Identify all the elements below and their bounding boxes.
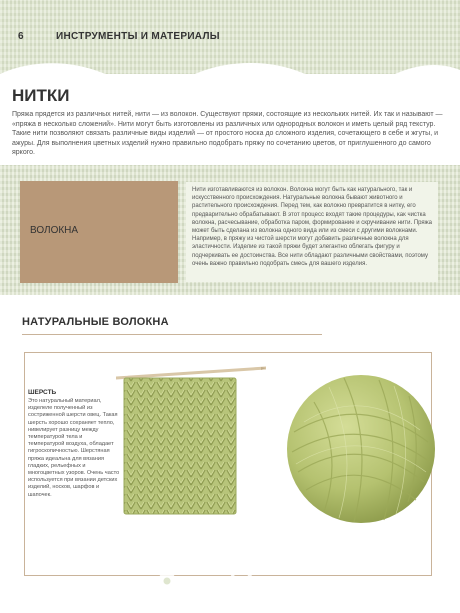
- chapter-title: ИНСТРУМЕНТЫ И МАТЕРИАЛЫ: [56, 31, 220, 42]
- wool-description: Это натуральный материал, изделеле полученный из состриженной шерсти овец. Такая шерсть хорошо сохраняет тепло, нивелирует разницу между температурой тела и температурой воздуха, обладает гигроскопичностью. Шерстяная пряжа идеальна для вязания гладких, рельефных и многоцветных узоров. Очень часто используется при вязании детских изделий, носков, шарфов и шапочек.: [28, 398, 120, 498]
- natural-fibers-title: НАТУРАЛЬНЫЕ ВОЛОКНА: [22, 316, 169, 328]
- section-title: НИТКИ: [12, 86, 70, 105]
- intro-paragraph: Пряжа прядется из различных нитей, нити — из волокон. Существуют пряжи, состоящие из нескольких нитей. Их так и называют — «пряжа в несколько сложений». Нити могут быть изготовлены из различных или однородных волокон и иметь целый ряд текстур. Такие нити позволяют связать различные виды изделий — от простого носка до сложного изделия, сочетающего в себе и жгуты, и ажуры. Для выполнения цветных изделий нужно правильно подобрать пряжу по сочетанию цветов, от приглушенного до самого яркого.: [12, 111, 443, 156]
- page-number: 6: [18, 31, 24, 42]
- page-header: [0, 0, 460, 54]
- postila-pin-icon: [156, 571, 178, 599]
- watermark-text: postila.ru: [178, 566, 307, 597]
- title-underline: [22, 334, 322, 335]
- fiber-description: Нити изготавливаются из волокон. Волокна могут быть как натурального, так и искусственного происхождения. Натуральные волокна бывают животного и растительного происхождения. Перед тем, как волокно превратится в нитку, его предварительно обрабатывают. В этот процесс входят такие процедуры, как чистка волокна, расчесывание, обработка паром, формирование и скручивание нити. Пряжа может быть сделана из волокна одного вида или из смеси с другими волокнами. Например, в пряжу из чистой шерсти могут добавить различные волокна для эластичности. Изделие из такой пряжи будет элегантно облегать фигуру и подчеркивать ее достоинства. Все нити обладают различными свойствами, поэтому очень важно правильно подобрать смесь для вашего изделия.: [186, 182, 438, 282]
- knitted-swatch-image: [116, 366, 266, 518]
- wool-title: ШЕРСТЬ: [28, 389, 57, 396]
- yarn-ball-image: [284, 372, 438, 526]
- fiber-label: ВОЛОКНА: [30, 225, 79, 236]
